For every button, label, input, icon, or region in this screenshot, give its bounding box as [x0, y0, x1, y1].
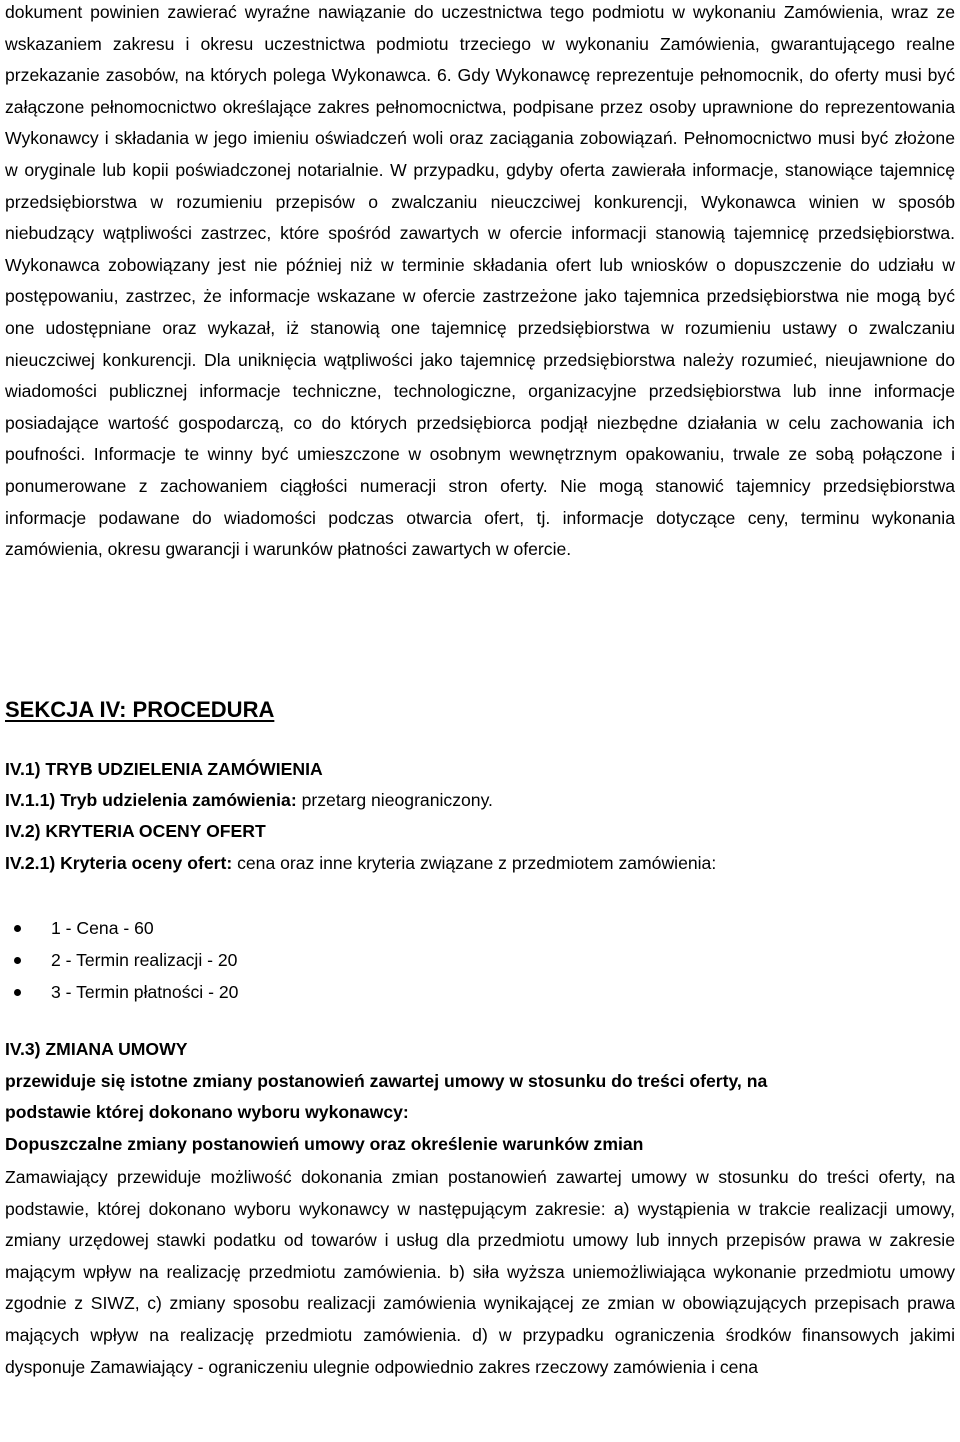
list-item — [0, 913, 238, 945]
heading-iv1: IV.1) TRYB UDZIELENIA ZAMÓWIENIA — [5, 759, 323, 779]
heading-iv2: IV.2) KRYTERIA OCENY OFERT — [5, 821, 266, 841]
list-item — [0, 977, 238, 1009]
bullet-icon — [14, 957, 21, 964]
paragraph-contract-changes: Zamawiający przewiduje możliwość dokonania zmian postanowień zawartej umowy w stosunku do treści oferty, na podstawie, której dokonano wyboru wykonawcy w następującym zakresie: a) wystąpienia w trakcie realizacji umowy, zmiany urzędowej stawki podatku od towarów i usług dla przedmiotu umowy lub innych przepisów prawa w zakresie mającym wpływ na realizację przedmiotu zamówienia. b) siła wyższa uniemożliwiająca wykonanie przedmiotu umowy zgodnie z SIWZ, c) zmiany sposobu realizacji zamówienia wynikającej ze zmian w obowiązujących przepisach prawa mających wpływ na realizację przedmiotu zamówienia. d) w przypadku ograniczenia środków finansowych jakimi dysponuje Zamawiający - ograniczeniu ulegnie odpowiednio zakres rzeczowy zamówienia i cena — [5, 1167, 955, 1377]
value-iv11: przetarg nieograniczony. — [296, 790, 493, 810]
criterion-text: 3 - Termin płatności - 20 — [51, 981, 239, 1002]
value-iv21: cena oraz inne kryteria związane z przedmiotem zamówienia: — [232, 853, 717, 873]
criterion-text: 1 - Cena - 60 — [51, 918, 154, 938]
criteria-list — [0, 913, 238, 1008]
bullet-icon — [14, 925, 21, 932]
changes-line-2: podstawie której dokonano wyboru wykonawcy: — [5, 1102, 409, 1122]
label-iv11: IV.1.1) Tryb udzielenia zamówienia: — [5, 790, 297, 810]
label-iv21: IV.2.1) Kryteria oceny ofert: — [5, 853, 233, 873]
changes-subheading: Dopuszczalne zmiany postanowień umowy oraz określenie warunków zmian — [5, 1134, 644, 1154]
section-title: SEKCJA IV: PROCEDURA — [5, 697, 275, 722]
criterion-text: 2 - Termin realizacji - 20 — [51, 949, 238, 970]
list-item — [0, 945, 238, 977]
line-iv21 — [5, 853, 716, 874]
line-iv11 — [5, 790, 493, 811]
paragraph-subcontractor-confidentiality: dokument powinien zawierać wyraźne nawiązanie do uczestnictwa tego podmiotu w wykonaniu Zamówienia, wraz ze wskazaniem zakresu i okresu uczestnictwa podmiotu trzeciego w wykonaniu Zamówienia, gwarantującego realne przekazanie zasobów, na których polega Wykonawca. 6. Gdy Wykonawcę reprezentuje pełnomocnik, do oferty musi być załączone pełnomocnictwo określające zakres pełnomocnictwa, podpisane przez osoby uprawnione do reprezentowania Wykonawcy i składania w jego imieniu oświadczeń woli oraz zaciągania zobowiązań. Pełnomocnictwo musi być złożone w oryginale lub kopii poświadczonej notarialnie. W przypadku, gdyby oferta zawierała informacje, stanowiące tajemnicę przedsiębiorstwa w rozumieniu przepisów o zwalczaniu nieuczciwej konkurencji, Wykonawca winien w sposób niebudzący wątpliwości zastrzec, które spośród zawartych w ofercie informacji stanowią tajemnicę przedsiębiorstwa. Wykonawca zobowiązany jest nie później niż w terminie składania ofert lub wniosków o dopuszczenie do udziału w postępowaniu, zastrzec, że informacje wskazane w ofercie zastrzeżone jako tajemnica przedsiębiorstwa nie mogą być one udostępniane oraz wykazał, iż stanowią one tajemnicę przedsiębiorstwa w rozumieniu ustawy o zwalczaniu nieuczciwej konkurencji. Dla uniknięcia wątpliwości jako tajemnicę przedsiębiorstwa należy rozumieć, nieujawnione do wiadomości publicznej informacje techniczne, technologiczne, organizacyjne przedsiębiorstwa lub inne informacje posiadające wartość gospodarczą, co do których przedsiębiorca podjął niezbędne działania w celu zachowania ich poufności. Informacje te winny być umieszczone w osobnym wewnętrznym opakowaniu, trwale ze sobą połączone i ponumerowane z zachowaniem ciągłości numeracji stron oferty. Nie mogą stanowić tajemnicy przedsiębiorstwa informacje podawane do wiadomości podczas otwarcia ofert, tj. informacje dotyczące ceny, terminu wykonania zamówienia, okresu gwarancji i warunków płatności zawartych w ofercie. — [5, 2, 955, 560]
heading-iv3: IV.3) ZMIANA UMOWY — [5, 1039, 188, 1059]
changes-line-1: przewiduje się istotne zmiany postanowień zawartej umowy w stosunku do treści oferty, na — [5, 1071, 768, 1091]
bullet-icon — [14, 989, 21, 996]
